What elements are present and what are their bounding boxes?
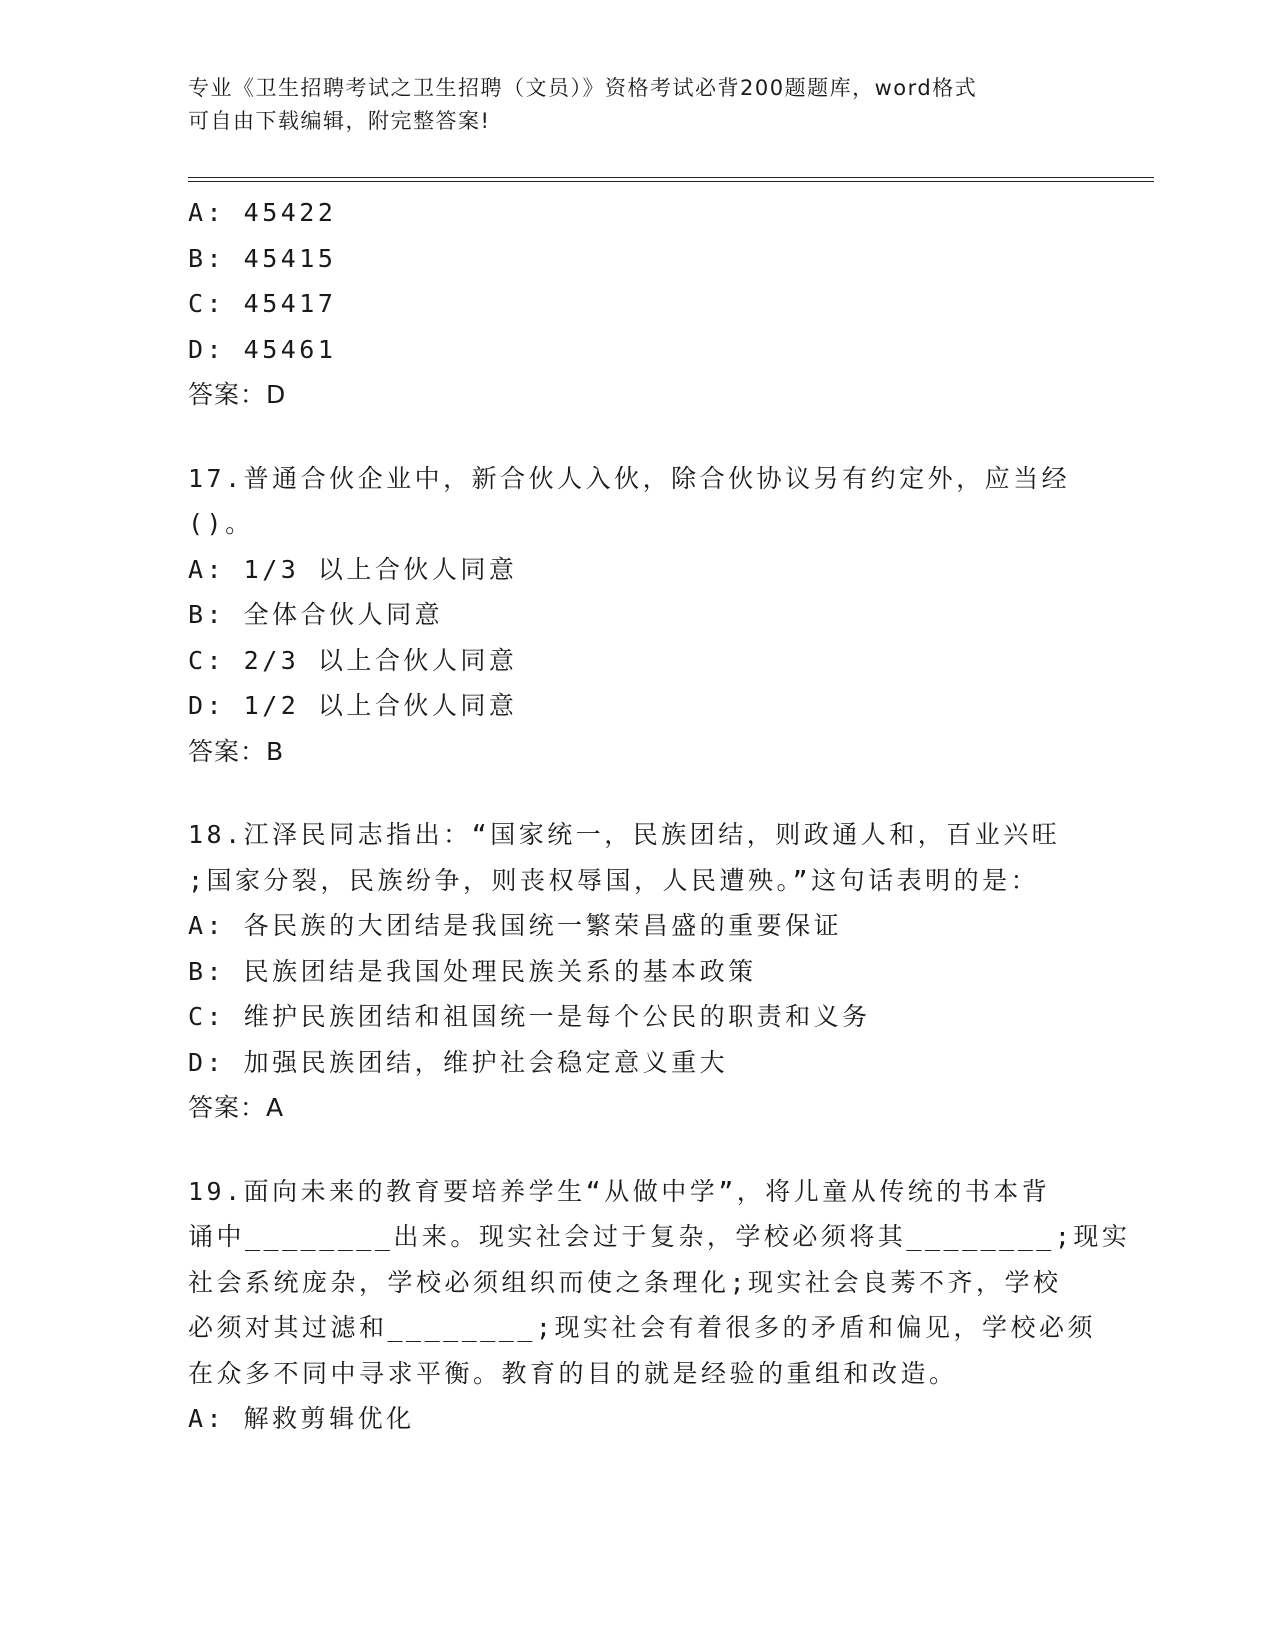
answer-line: 答案：D	[188, 380, 287, 409]
option-b: B: 民族团结是我国处理民族关系的基本政策	[188, 956, 757, 986]
question-text-line: ()。	[188, 509, 254, 538]
question-text-line: 必须对其过滤和________;现实社会有着很多的矛盾和偏见，学校必须	[188, 1313, 1096, 1342]
option-d: D: 1/2 以上合伙人同意	[188, 691, 518, 720]
question-text-line: ;国家分裂，民族纷争，则丧权辱国，人民遭殃。”这句话表明的是：	[188, 865, 1040, 895]
header-divider-top	[188, 177, 1154, 178]
header-title-line-1: 专业《卫生招聘考试之卫生招聘（文员）》资格考试必背200题题库，word格式	[188, 76, 978, 100]
question-text-line: 社会系统庞杂，学校必须组织而使之条理化;现实社会良莠不齐，学校	[188, 1267, 1062, 1297]
document-body	[188, 190, 1131, 1442]
question-18-block	[188, 812, 1088, 1131]
question-text-line: 17.普通合伙企业中，新合伙人入伙，除合伙协议另有约定外，应当经	[188, 463, 1071, 493]
option-a: A: 各民族的大团结是我国统一繁荣昌盛的重要保证	[188, 911, 843, 940]
question-text-line: 19.面向未来的教育要培养学生“从做中学”，将儿童从传统的书本背	[188, 1176, 1051, 1206]
question-text-line: 18.江泽民同志指出：“国家统一，民族团结，则政通人和，百业兴旺	[188, 820, 1061, 849]
question-17-block	[188, 456, 1088, 775]
option-a: A: 1/3 以上合伙人同意	[188, 554, 518, 584]
option-d: D: 45461	[188, 334, 337, 364]
question-19-block	[188, 1169, 1131, 1442]
question-16-block	[188, 190, 1088, 418]
option-c: C: 45417	[188, 289, 337, 318]
spacer	[188, 418, 1088, 456]
answer-line: 答案：B	[188, 736, 285, 766]
header-title-line-2: 可自由下载编辑，附完整答案!	[188, 109, 491, 133]
page-header	[188, 72, 1068, 138]
option-b: B: 45415	[188, 243, 337, 273]
header-divider-bottom	[188, 181, 1154, 182]
option-a: A: 解救剪辑优化	[188, 1404, 415, 1433]
spacer	[188, 1131, 1088, 1169]
spacer	[188, 774, 1088, 812]
option-d: D: 加强民族团结，维护社会稳定意义重大	[188, 1047, 729, 1077]
option-c: C: 2/3 以上合伙人同意	[188, 645, 518, 675]
option-c: C: 维护民族团结和祖国统一是每个公民的职责和义务	[188, 1002, 871, 1031]
question-text-line: 在众多不同中寻求平衡。教育的目的就是经验的重组和改造。	[188, 1358, 958, 1388]
question-text-line: 诵中________出来。现实社会过于复杂，学校必须将其________;现实	[188, 1222, 1131, 1251]
option-b: B: 全体合伙人同意	[188, 600, 444, 629]
option-a: A: 45422	[188, 198, 337, 227]
answer-line: 答案：A	[188, 1093, 285, 1122]
